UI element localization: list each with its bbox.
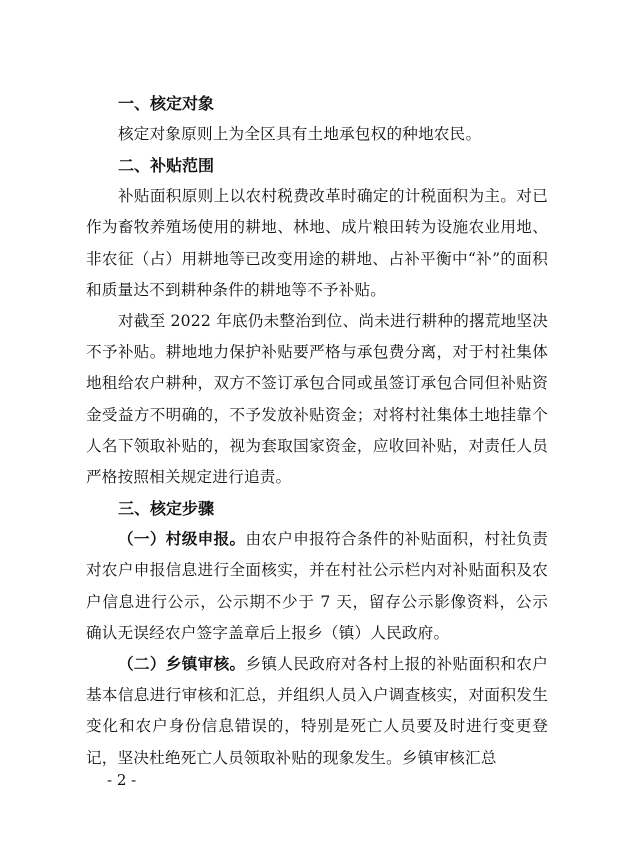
section-targets-paragraph: 核定对象原则上为全区具有土地承包权的种地农民。	[118, 125, 482, 143]
step-village-lead: （一）村级申报。	[118, 530, 246, 549]
document-body	[86, 88, 548, 774]
section-heading-scope: 二、补贴范围	[118, 156, 215, 176]
step-village-text: 由农户申报符合条件的补贴面积，村社负责对农户申报信息进行全面核实，并在村社公示栏内对补贴面积及农户信息进行公示，公示期不少于 7 天，留存公示影像资料，公示确认无误经农户签字盖章后上报乡（镇）人民政府。	[86, 530, 548, 642]
section-heading-steps: 三、核定步骤	[118, 499, 215, 519]
step-township-paragraph	[86, 649, 548, 774]
page-number: - 2 -	[107, 771, 137, 789]
step-township-lead: （二）乡镇审核。	[118, 655, 246, 674]
section-scope-paragraph-1: 补贴面积原则上以农村税费改革时确定的计税面积为主。对已作为畜牧养殖场使用的耕地、林地、成片粮田转为设施农业用地、非农征（占）用耕地等已改变用途的耕地、占补平衡中“补”的面积和质量达不到耕种条件的耕地等不予补贴。	[86, 187, 548, 299]
section-scope-paragraph-2: 对截至 2022 年底仍未整治到位、尚未进行耕种的撂荒地坚决不予补贴。耕地地力保护补贴要严格与承包费分离，对于村社集体地租给农户耕种，双方不签订承包合同或虽签订承包合同但补贴资金受益方不明确的，不予发放补贴资金；对将村社集体土地挂靠个人名下领取补贴的，视为套取国家资金，应收回补贴，对责任人员严格按照相关规定进行追责。	[86, 312, 548, 487]
section-heading-targets: 一、核定对象	[118, 94, 215, 113]
step-village-paragraph	[86, 524, 548, 649]
step-township-text: 乡镇人民政府对各村上报的补贴面积和农户基本信息进行审核和汇总，并组织人员入户调查核实，对面积发生变化和农户身份信息错误的，特别是死亡人员要及时进行变更登记，坚决杜绝死亡人员领取补贴的现象发生。乡镇审核汇总	[86, 655, 548, 767]
